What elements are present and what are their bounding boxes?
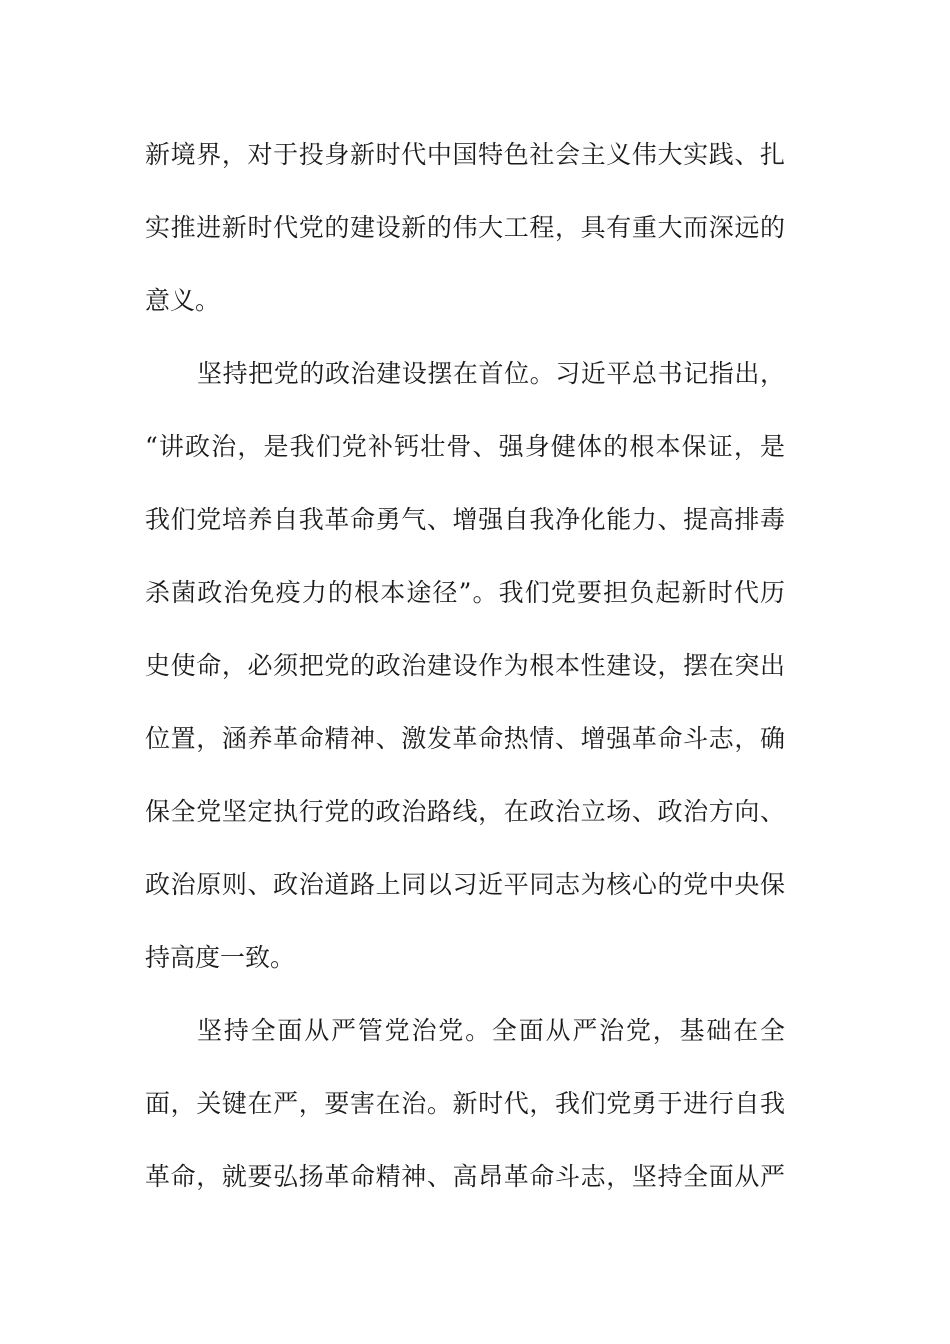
paragraph-first-line: 坚持全面从严管党治党。全面从严治党，基础在全: [197, 1016, 785, 1045]
text-line: “讲政治，是我们党补钙壮骨、强身健体的根本保证，是: [145, 432, 785, 461]
text-line: 面，关键在严，要害在治。新时代，我们党勇于进行自我: [145, 1089, 785, 1118]
text-line: 革命，就要弘扬革命精神、高昂革命斗志，坚持全面从严: [145, 1162, 785, 1191]
text-line: 政治原则、政治道路上同以习近平同志为核心的党中央保: [145, 870, 785, 899]
document-body: [145, 132, 785, 1227]
text-line: 意义。: [145, 286, 221, 315]
paragraph-first-line: 坚持把党的政治建设摆在首位。习近平总书记指出，: [197, 359, 785, 388]
text-line: 杀菌政治免疫力的根本途径”。我们党要担负起新时代历: [145, 578, 785, 607]
text-line: 持高度一致。: [145, 943, 296, 972]
text-line: 史使命，必须把党的政治建设作为根本性建设，摆在突出: [145, 651, 785, 680]
text-line: 位置，涵养革命精神、激发革命热情、增强革命斗志，确: [145, 724, 785, 753]
text-line: 保全党坚定执行党的政治路线，在政治立场、政治方向、: [145, 797, 785, 826]
text-line: 新境界，对于投身新时代中国特色社会主义伟大实践、扎: [145, 140, 785, 169]
text-line: 实推进新时代党的建设新的伟大工程，具有重大而深远的: [145, 213, 785, 242]
text-line: 我们党培养自我革命勇气、增强自我净化能力、提高排毒: [145, 505, 785, 534]
